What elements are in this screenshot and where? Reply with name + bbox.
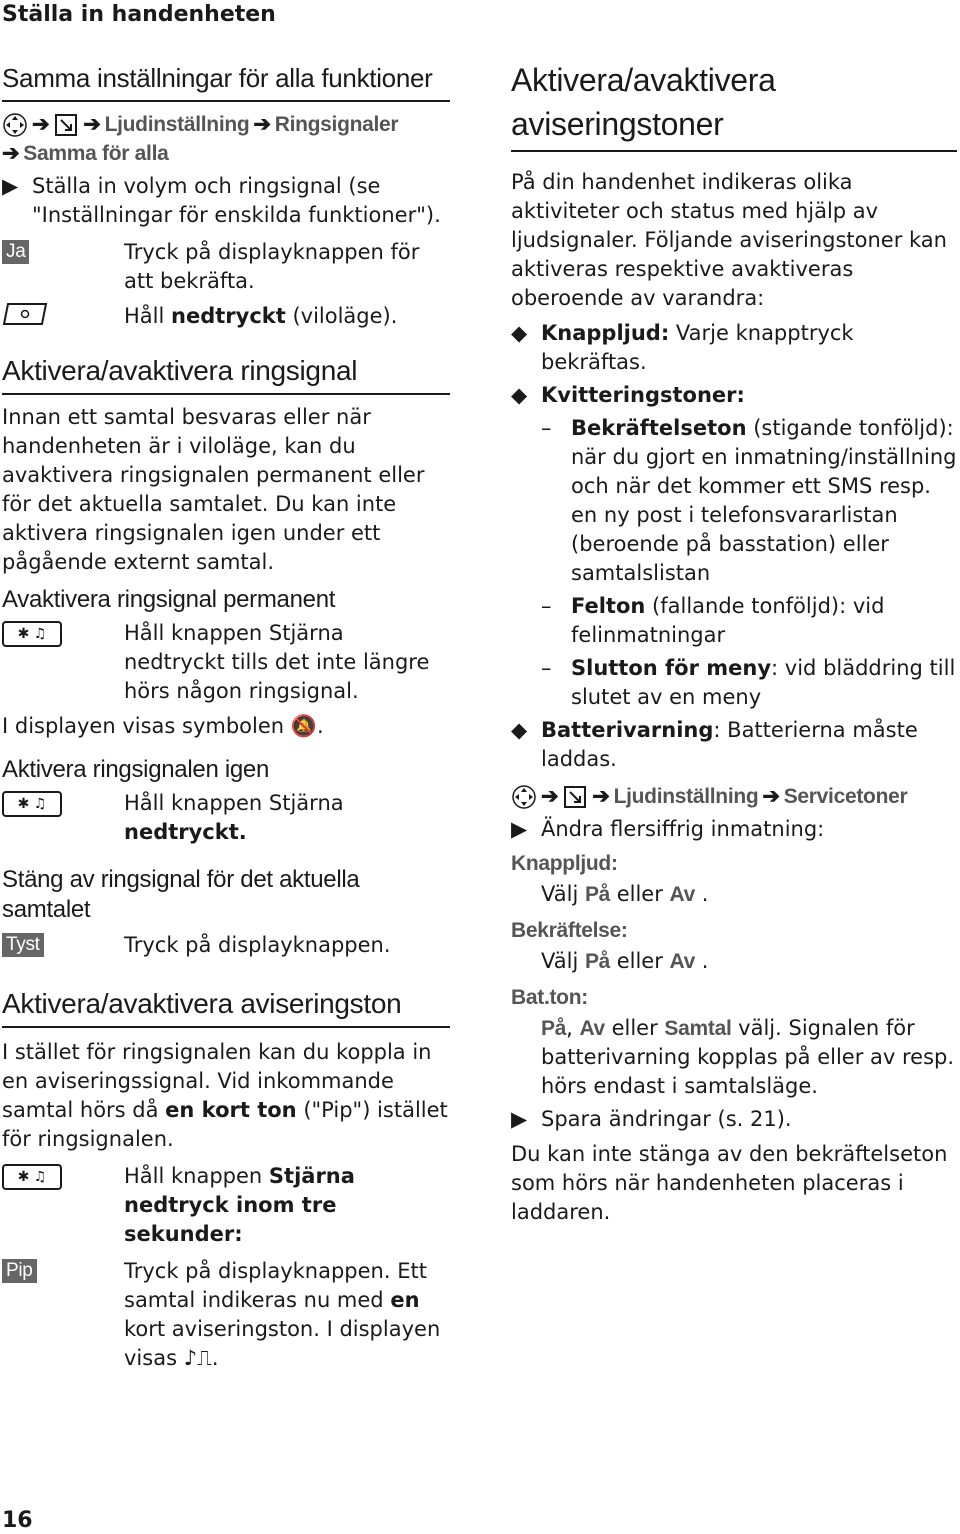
option-pa: På: [584, 950, 611, 973]
text-bold: Slutton för meny: [571, 656, 772, 680]
text-bold: nedtryckt.: [124, 820, 247, 844]
display-key-tyst: Tyst: [2, 933, 44, 957]
text-part: Tryck på displayknappen. Ett samtal indikeras nu med: [124, 1259, 427, 1312]
bullet-text: [541, 319, 957, 377]
text-part: välj. Signalen för batterivarning kopplas på eller av resp. hörs endast i samtalsläge.: [541, 1016, 955, 1098]
setting-value: [511, 880, 957, 909]
text-part: (fallande tonföljd): vid felinmatningar: [571, 594, 885, 647]
setting-value: [511, 1014, 957, 1101]
text-part: I stället för ringsignalen kan du koppla in en aviseringssignal. Vid inkommande samtal hörs då: [2, 1040, 432, 1122]
text-part: Håll knappen: [124, 1164, 269, 1188]
dash-text: [571, 592, 957, 650]
text-part: ,: [566, 1016, 580, 1040]
paragraph: Innan ett samtal besvaras eller när handenheten är i viloläge, kan du avaktivera ringsignalen permanent eller för det aktuella samtalet. Du kan inte aktivera ringsignalen igen under ett pågående externt samtal.: [2, 405, 425, 574]
instruction-text: Håll knappen Stjärna nedtryckt tills det inte längre hörs någon ringsignal.: [124, 621, 430, 703]
text-part: Välj: [541, 882, 585, 906]
option-pa: På: [541, 1017, 567, 1040]
bullet-text: [541, 716, 957, 774]
ringer-off-icon: 🔕: [290, 714, 317, 738]
subheading: Avaktivera ringsignal permanent: [2, 586, 336, 613]
subheading: Stäng av ringsignal för det aktuella samtalet: [2, 866, 360, 923]
triangle-icon: ▶: [511, 817, 528, 841]
menu-item-ringsignaler: Ringsignaler: [274, 113, 399, 136]
text-part: eller: [610, 949, 670, 973]
instruction-text: [124, 1162, 450, 1249]
diamond-icon: ◆: [511, 718, 528, 742]
step-item: [511, 1105, 957, 1134]
instruction-row: [2, 238, 450, 296]
instruction-row: [2, 619, 450, 706]
diamond-icon: ◆: [511, 321, 528, 345]
star-key-icon: ✱ ♫: [2, 621, 62, 647]
menu-path: [511, 782, 957, 811]
text-bold: Batterivarning: [541, 718, 714, 742]
step-item: [2, 172, 450, 230]
instruction-row: [2, 931, 450, 960]
dash-icon: –: [541, 656, 552, 680]
section-title: Samma inställningar för alla funktioner: [2, 56, 450, 102]
bullet-item: [511, 716, 957, 774]
text-bold: en kort ton: [165, 1098, 297, 1122]
menu-item-samma-for-alla: Samma för alla: [23, 142, 169, 165]
arrow-icon: ➔: [32, 113, 50, 136]
text-bold: Bekräftelseton: [571, 416, 747, 440]
text-part: I displayen visas symbolen: [2, 714, 285, 738]
right-column: [511, 58, 957, 1227]
display-key-ja: Ja: [2, 240, 29, 264]
step-item: [511, 815, 957, 844]
audio-settings-icon: [562, 784, 588, 810]
dash-icon: –: [541, 416, 552, 440]
option-pa: På: [584, 883, 611, 906]
instruction-row: [2, 789, 450, 847]
section-title: Aktivera/avaktivera ringsignal: [2, 349, 450, 395]
page-number: 16: [2, 1508, 33, 1533]
running-title: Ställa in handenheten: [2, 2, 276, 27]
dash-icon: –: [541, 594, 552, 618]
star-key-icon: ✱ ♫: [2, 791, 62, 817]
text-bold: Knappljud:: [541, 321, 670, 345]
dash-item: [511, 654, 957, 712]
setting-label: Knappljud:: [511, 852, 618, 875]
setting-label: Bekräftelse:: [511, 919, 628, 942]
text-part: .: [695, 882, 709, 906]
dash-text: [571, 414, 957, 588]
triangle-icon: ▶: [2, 174, 19, 198]
text-part: eller: [610, 882, 670, 906]
instruction-text: [124, 302, 450, 331]
instruction-text: Tryck på displayknappen för att bekräfta.: [124, 240, 420, 293]
instruction-row: [2, 1162, 450, 1249]
text-bold: Felton: [571, 594, 646, 618]
text-part: ("Pip") istället för ringsignalen.: [2, 1098, 448, 1151]
menu-item-ljudinstallning: Ljudinställning: [104, 113, 250, 136]
step-text: Ändra flersiffrig inmatning:: [541, 817, 825, 841]
navigation-key-icon: [2, 112, 28, 138]
text-part: eller: [604, 1016, 665, 1040]
text-bold: nedtryckt: [171, 304, 286, 328]
instruction-text: Tryck på displayknappen. Ett samtal indikeras nu med en kort aviseringston. I displayen visas ♪⎍.: [124, 1259, 441, 1370]
step-text: Spara ändringar (s. 21).: [541, 1107, 792, 1131]
text-part: (stigande tonföljd): när du gjort en inmatning/inställning och när det kommer ett SMS resp. en ny post i telefonsvararlistan (beroende på basstation) eller samtalslistan: [571, 416, 957, 585]
text-part: kort aviseringston. I displayen visas: [124, 1317, 441, 1370]
subheading: Aktivera ringsignalen igen: [2, 756, 270, 783]
text-bold: Kvitteringstoner:: [541, 383, 745, 407]
paragraph: [2, 1038, 450, 1154]
dash-text: [571, 654, 957, 712]
text-bold: Stjärna nedtryck inom tre sekunder:: [124, 1164, 355, 1246]
text-part: Håll knappen Stjärna: [124, 791, 344, 815]
bullet-item: [511, 319, 957, 377]
step-text: Ställa in volym och ringsignal (se "Inställningar för enskilda funktioner").: [32, 174, 441, 227]
display-key-pip: Pip: [2, 1259, 37, 1283]
dash-item: [511, 592, 957, 650]
text-part: .: [695, 949, 709, 973]
text-part: Varje knapptryck bekräftas.: [541, 321, 854, 374]
text-part: (viloläge).: [285, 304, 398, 328]
text-part: : vid bläddring till slutet av en meny: [571, 656, 956, 709]
instruction-text: Tryck på displayknappen.: [124, 933, 391, 957]
instruction-text: [124, 789, 450, 847]
navigation-key-icon: [511, 784, 537, 810]
paragraph: I displayen visas symbolen 🔕.: [2, 714, 324, 738]
arrow-icon: ➔: [592, 785, 610, 808]
text-part: Välj: [541, 949, 585, 973]
option-av: Av: [669, 950, 696, 973]
option-av: Av: [669, 883, 696, 906]
text-part: Håll: [124, 304, 172, 328]
end-call-key-icon: [2, 302, 50, 326]
text-bold: en: [390, 1288, 420, 1312]
instruction-row: [2, 1257, 450, 1373]
beep-icon: ♪⎍: [183, 1346, 212, 1370]
diamond-icon: ◆: [511, 383, 528, 407]
text-part: : Batterierna måste laddas.: [541, 718, 918, 771]
triangle-icon: ▶: [511, 1107, 528, 1131]
instruction-row: [2, 302, 450, 331]
arrow-icon: ➔: [541, 785, 559, 808]
arrow-icon: ➔: [83, 113, 101, 136]
menu-path: [2, 110, 450, 168]
section-title: Aktivera/avaktivera aviseringston: [2, 982, 450, 1028]
arrow-icon: ➔: [253, 113, 271, 136]
option-av: Av: [579, 1017, 605, 1040]
left-column: [2, 56, 450, 1373]
arrow-icon: ➔: [2, 142, 20, 165]
paragraph: Du kan inte stänga av den bekräftelseton som hörs när handenheten placeras i laddaren.: [511, 1142, 948, 1224]
dash-item: [511, 414, 957, 588]
menu-item-ljudinstallning: Ljudinställning: [613, 785, 759, 808]
bullet-item: [511, 381, 957, 410]
arrow-icon: ➔: [762, 785, 780, 808]
paragraph: På din handenhet indikeras olika aktiviteter och status med hjälp av ljudsignaler. Följande aviseringstoner kan aktiveras respektive avaktiveras oberoende av varandra:: [511, 170, 947, 310]
menu-item-servicetoner: Servicetoner: [783, 785, 908, 808]
audio-settings-icon: [53, 112, 79, 138]
setting-label: Bat.ton:: [511, 986, 588, 1009]
section-title: Aktivera/avaktivera aviseringstoner: [511, 58, 957, 152]
setting-value: [511, 947, 957, 976]
star-key-icon: ✱ ♫: [2, 1164, 62, 1190]
option-samtal: Samtal: [664, 1017, 732, 1040]
